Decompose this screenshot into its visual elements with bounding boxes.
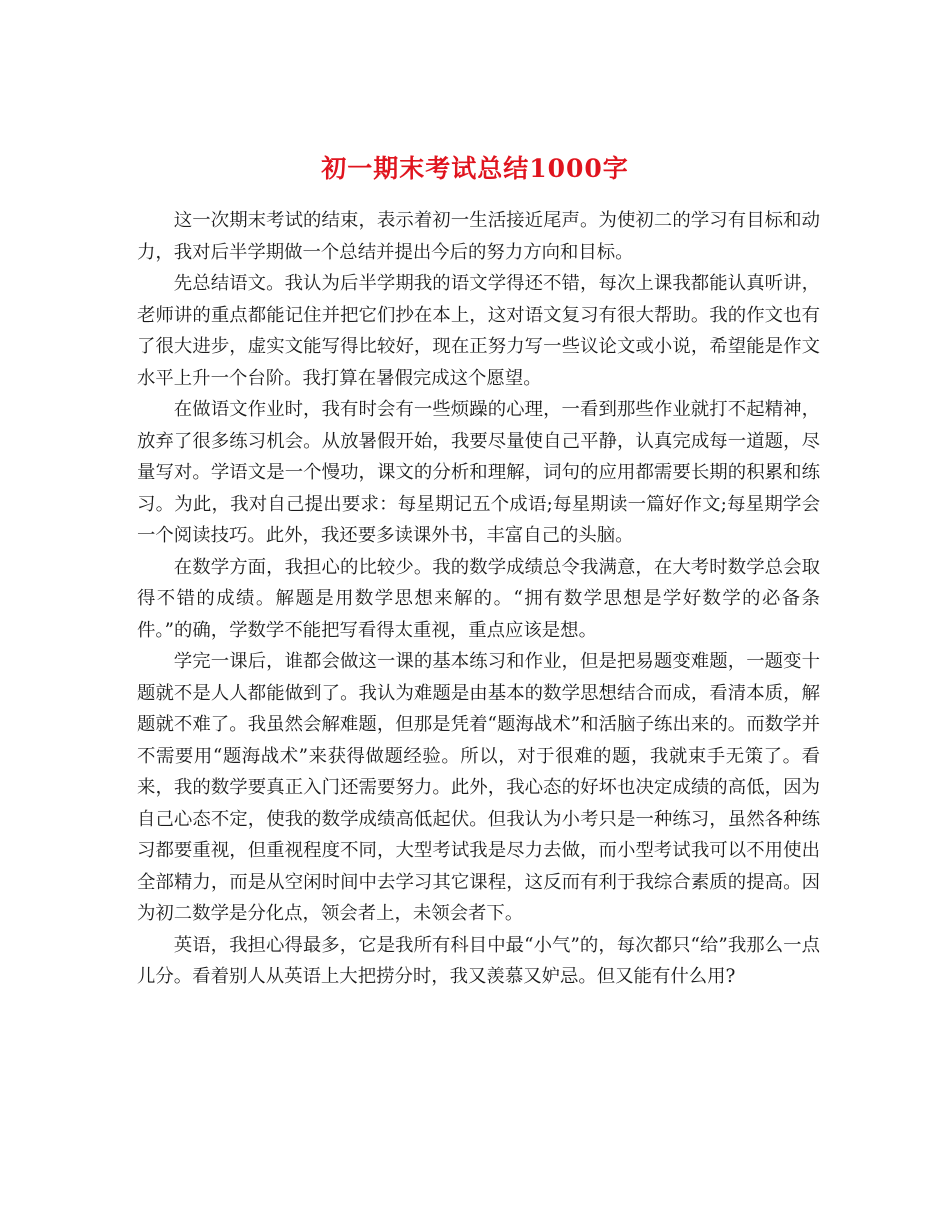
paragraph-6: 英语，我担心得最多，它是我所有科目中最“小气”的，每次都只“给”我那么一点儿分。看着别人从英语上大把捞分时，我又羡慕又妒忌。但又能有什么用? <box>137 934 820 987</box>
paragraph-2: 先总结语文。我认为后半学期我的语文学得还不错，每次上课我都能认真听讲，老师讲的重点都能记住并把它们抄在本上，这对语文复习有很大帮助。我的作文也有了很大进步，虚实文能写得比较好，现在正努力写一些议论文或小说，希望能是作文水平上升一个台阶。我打算在暑假完成这个愿望。 <box>137 273 820 389</box>
document-title: 初一期末考试总结1000字 <box>321 153 629 183</box>
document-body <box>137 205 820 993</box>
paragraph-1: 这一次期末考试的结束，表示着初一生活接近尾声。为使初二的学习有目标和动力，我对后半学期做一个总结并提出今后的努力方向和目标。 <box>137 210 820 263</box>
paragraph-3: 在做语文作业时，我有时会有一些烦躁的心理，一看到那些作业就打不起精神，放弃了很多练习机会。从放暑假开始，我要尽量使自己平静，认真完成每一道题，尽量写对。学语文是一个慢功，课文的分析和理解，词句的应用都需要长期的积累和练习。为此，我对自己提出要求：每星期记五个成语;每星期读一篇好作文;每星期学会一个阅读技巧。此外，我还要多读课外书，丰富自己的头脑。 <box>137 399 820 546</box>
paragraph-4: 在数学方面，我担心的比较少。我的数学成绩总令我满意，在大考时数学总会取得不错的成绩。解题是用数学思想来解的。“拥有数学思想是学好数学的必备条件。”的确，学数学不能把写看得太重视，重点应该是想。 <box>137 556 820 641</box>
paragraph-5: 学完一课后，谁都会做这一课的基本练习和作业，但是把易题变难题，一题变十题就不是人人都能做到了。我认为难题是由基本的数学思想结合而成，看清本质，解题就不难了。我虽然会解难题，但那是凭着“题海战术”和活脑子练出来的。而数学并不需要用“题海战术”来获得做题经验。所以，对于很难的题，我就束手无策了。看来，我的数学要真正入门还需要努力。此外，我心态的好坏也决定成绩的高低，因为自己心态不定，使我的数学成绩高低起伏。但我认为小考只是一种练习，虽然各种练习都要重视，但重视程度不同，大型考试我是尽力去做，而小型考试我可以不用使出全部精力，而是从空闲时间中去学习其它课程，这反而有利于我综合素质的提高。因为初二数学是分化点，领会者上，未领会者下。 <box>137 651 820 924</box>
